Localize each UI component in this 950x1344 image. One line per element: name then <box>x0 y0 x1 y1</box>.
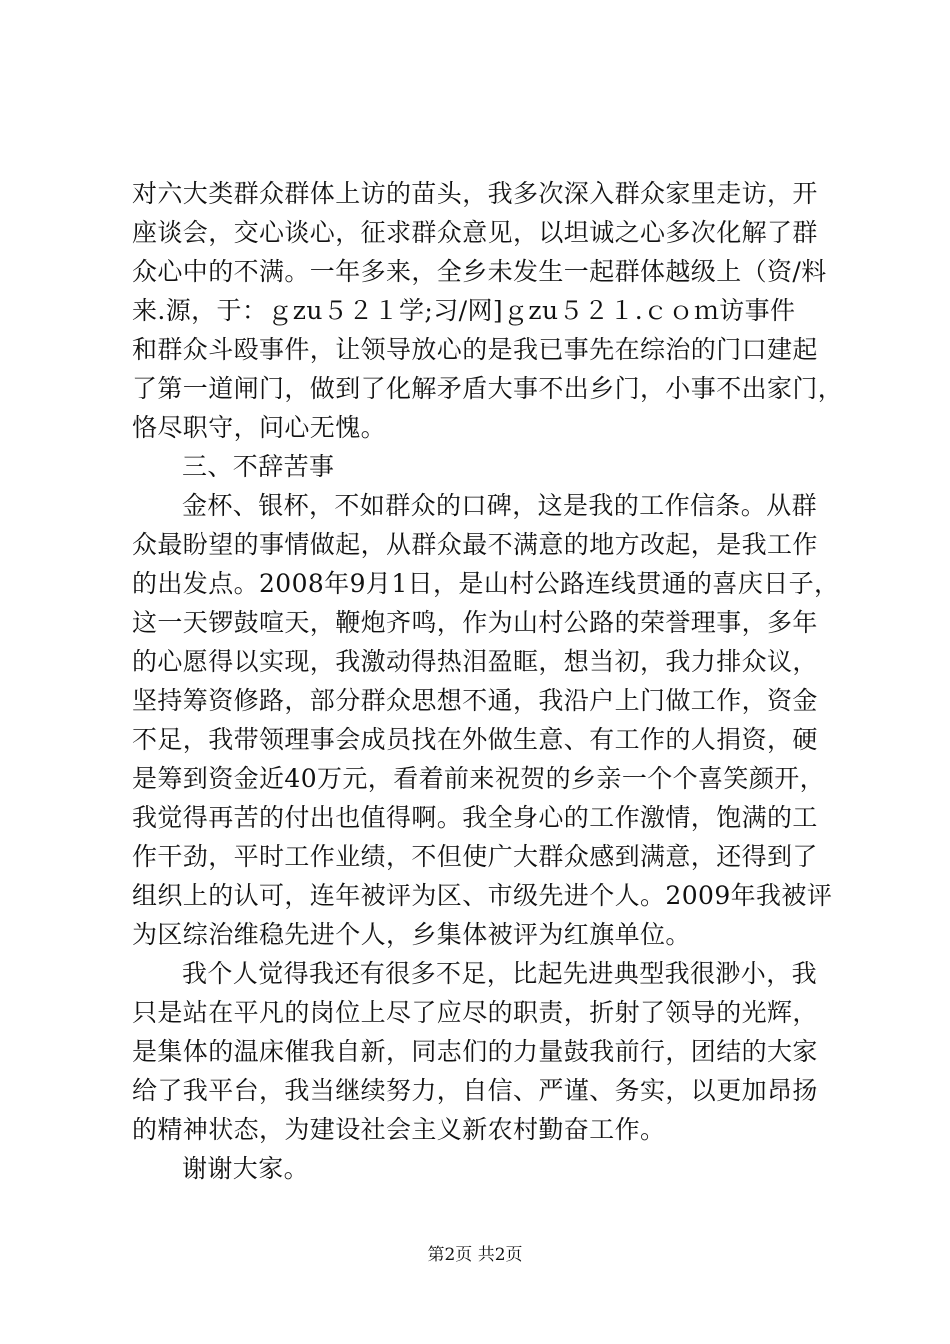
text-line: 金杯、银杯，不如群众的口碑，这是我的工作信条。从群 <box>182 491 818 520</box>
text-line: 为区综治维稳先进个人，乡集体被评为红旗单位。 <box>132 920 691 949</box>
text-line: 作干劲，平时工作业绩，不但使广大群众感到满意，还得到了 <box>132 842 818 871</box>
text-line: 只是站在平凡的岗位上尽了应尽的职责，折射了领导的光辉， <box>132 998 818 1027</box>
text-line: 三、不辞苦事 <box>182 452 335 481</box>
text-line: 恪尽职守，问心无愧。 <box>132 413 387 442</box>
text-line: 是集体的温床催我自新，同志们的力量鼓我前行，团结的大家 <box>132 1037 818 1066</box>
text-line: 是筹到资金近40万元，看着前来祝贺的乡亲一个个喜笑颜开， <box>132 764 826 793</box>
text-line: 对六大类群众群体上访的苗头，我多次深入群众家里走访，开 <box>132 179 818 208</box>
page-number-footer: 第2页 共2页 <box>427 1245 523 1265</box>
text-line: 座谈会，交心谈心，征求群众意见，以坦诚之心多次化解了群 <box>132 218 818 247</box>
text-line: 这一天锣鼓喧天，鞭炮齐鸣，作为山村公路的荣誉理事，多年 <box>132 608 818 637</box>
text-line: 和群众斗殴事件，让领导放心的是我已事先在综治的门口建起 <box>132 335 818 364</box>
document-body <box>132 174 852 1188</box>
text-line: 我个人觉得我还有很多不足，比起先进典型我很渺小，我 <box>182 959 818 988</box>
text-line: 众最盼望的事情做起，从群众最不满意的地方改起，是我工作 <box>132 530 818 559</box>
text-line: 的心愿得以实现，我激动得热泪盈眶，想当初，我力排众议， <box>132 647 818 676</box>
text-line: 的出发点。2008年9月1日，是山村公路连线贯通的喜庆日子， <box>132 569 840 598</box>
text-line: 谢谢大家。 <box>182 1154 310 1183</box>
text-line: 我觉得再苦的付出也值得啊。我全身心的工作激情，饱满的工 <box>132 803 818 832</box>
text-line: 了第一道闸门，做到了化解矛盾大事不出乡门，小事不出家门， <box>132 374 844 403</box>
text-line: 众心中的不满。一年多来，全乡未发生一起群体越级上（资/料 <box>132 257 827 286</box>
text-line: 不足，我带领理事会成员找在外做生意、有工作的人捐资，硬 <box>132 725 818 754</box>
text-line: 坚持筹资修路，部分群众思想不通，我沿户上门做工作，资金 <box>132 686 818 715</box>
text-line: 给了我平台，我当继续努力，自信、严谨、务实，以更加昂扬 <box>132 1076 818 1105</box>
text-line: 来.源，于：ｇzu５２１学;习/网]ｇzu５２１.ｃｏｍ访事件 <box>132 296 796 325</box>
text-line: 的精神状态，为建设社会主义新农村勤奋工作。 <box>132 1115 666 1144</box>
text-line: 组织上的认可，连年被评为区、市级先进个人。2009年我被评 <box>132 881 833 910</box>
